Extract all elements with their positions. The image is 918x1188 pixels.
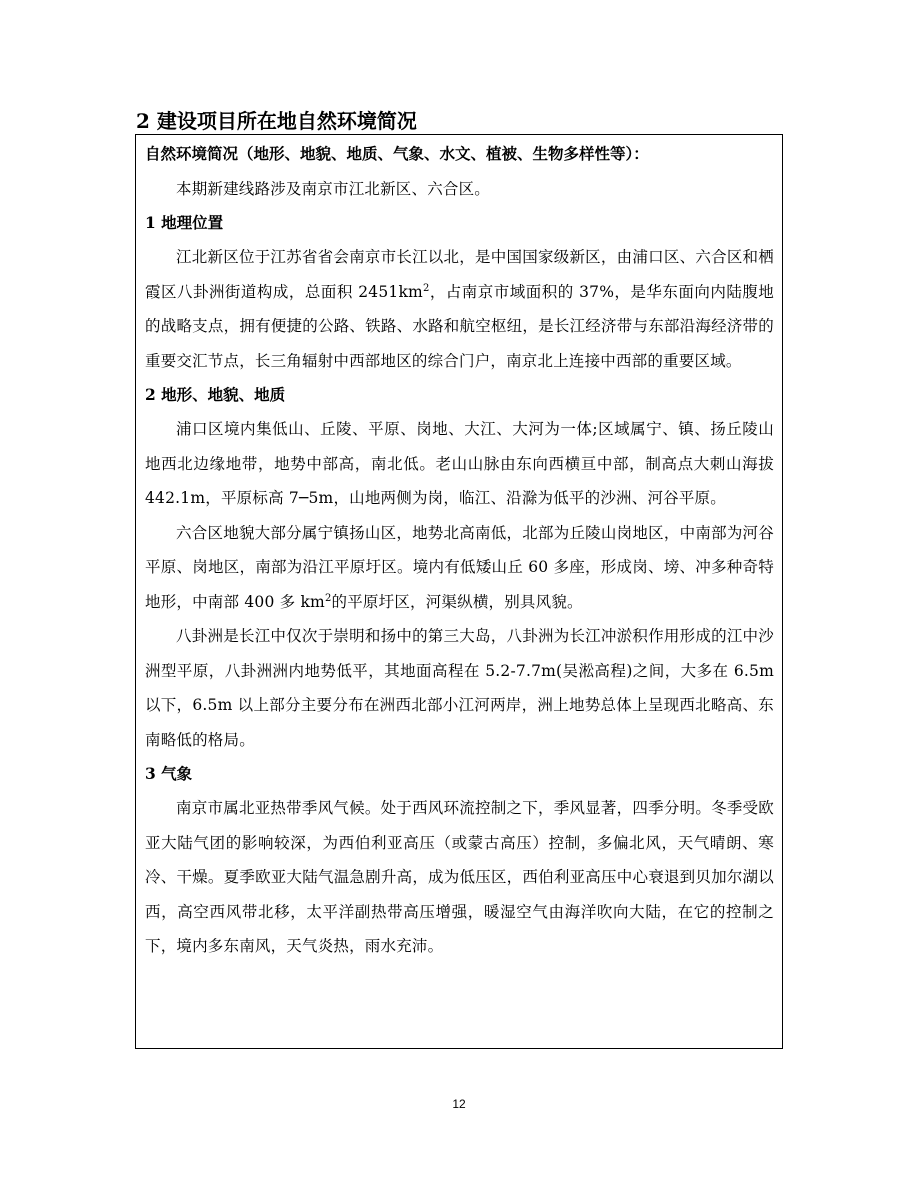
section-title: 2 建设项目所在地自然环境简况: [136, 109, 417, 133]
natural-environment-box: [135, 134, 783, 1049]
heading-geo-location: 1 地理位置: [145, 213, 224, 232]
terrain-luhe-paragraph: [145, 516, 774, 620]
terrain-baguazhou-paragraph: 八卦洲是长江中仅次于崇明和扬中的第三大岛，八卦洲为长江冲淤积作用形成的江中沙洲型平原，八卦洲洲内地势低平，其地面高程在 5.2-7.7m(吴淞高程)之间，大多在 6.5m 以下，6.5m 以上部分主要分布在洲西北部小江河两岸，洲上地势总体上呈现西北略高、东南略低的格局。: [145, 627, 774, 749]
geo-location-superscript: 2: [422, 282, 430, 294]
geo-location-text-a: 江北新区位于江苏省省会南京市长江以北，是中国国家级新区，由浦口区、六合区和栖霞区八卦洲街道构成，总面积 2451km: [145, 248, 774, 301]
climate-paragraph: 南京市属北亚热带季风气候。处于西风环流控制之下，季风显著，四季分明。冬季受欧亚大陆气团的影响较深，为西伯利亚高压（或蒙古高压）控制，多偏北风，天气晴朗、寒冷、干燥。夏季欧亚大陆气温急剧升高，成为低压区，西伯利亚高压中心衰退到贝加尔湖以西，高空西风带北移，太平洋副热带高压增强，暖湿空气由海洋吹向大陆，在它的控制之下，境内多东南风，天气炎热，雨水充沛。: [145, 799, 774, 955]
geo-location-text-b: ，占南京市域面积的 37%，是华东面向内陆腹地的战略支点，拥有便捷的公路、铁路、水路和航空枢纽，是长江经济带与东部沿海经济带的重要交汇节点，长三角辐射中西部地区的综合门户，南京北上连接中西部的重要区域。: [145, 282, 775, 370]
terrain-luhe-text-a: 六合区地貌大部分属宁镇扬山区，地势北高南低，北部为丘陵山岗地区，中南部为河谷平原、岗地区，南部为沿江平原圩区。境内有低矮山丘 60 多座，形成岗、塝、冲多种奇特地形，中南部 400 多 km: [145, 523, 774, 611]
intro-paragraph: 本期新建线路涉及南京市江北新区、六合区。: [176, 180, 491, 198]
terrain-luhe-superscript: 2: [324, 592, 332, 604]
box-header: 自然环境简况（地形、地貌、地质、气象、水文、植被、生物多样性等）：: [145, 144, 649, 163]
heading-terrain: 2 地形、地貌、地质: [145, 385, 286, 404]
page-number: 12: [452, 1097, 466, 1111]
terrain-luhe-text-b: 的平原圩区，河渠纵横，别具风貌。: [331, 592, 583, 611]
heading-climate: 3 气象: [145, 764, 193, 783]
terrain-pukou-paragraph: 浦口区境内集低山、丘陵、平原、岗地、大江、大河为一体;区域属宁、镇、扬丘陵山地西北边缘地带，地势中部高，南北低。老山山脉由东向西横亘中部，制高点大刺山海拔 442.1m，平原标高 7─5m，山地两侧为岗，临江、沿滁为低平的沙洲、河谷平原。: [145, 420, 774, 507]
geo-location-paragraph: [145, 240, 774, 378]
box-content: [136, 135, 782, 964]
